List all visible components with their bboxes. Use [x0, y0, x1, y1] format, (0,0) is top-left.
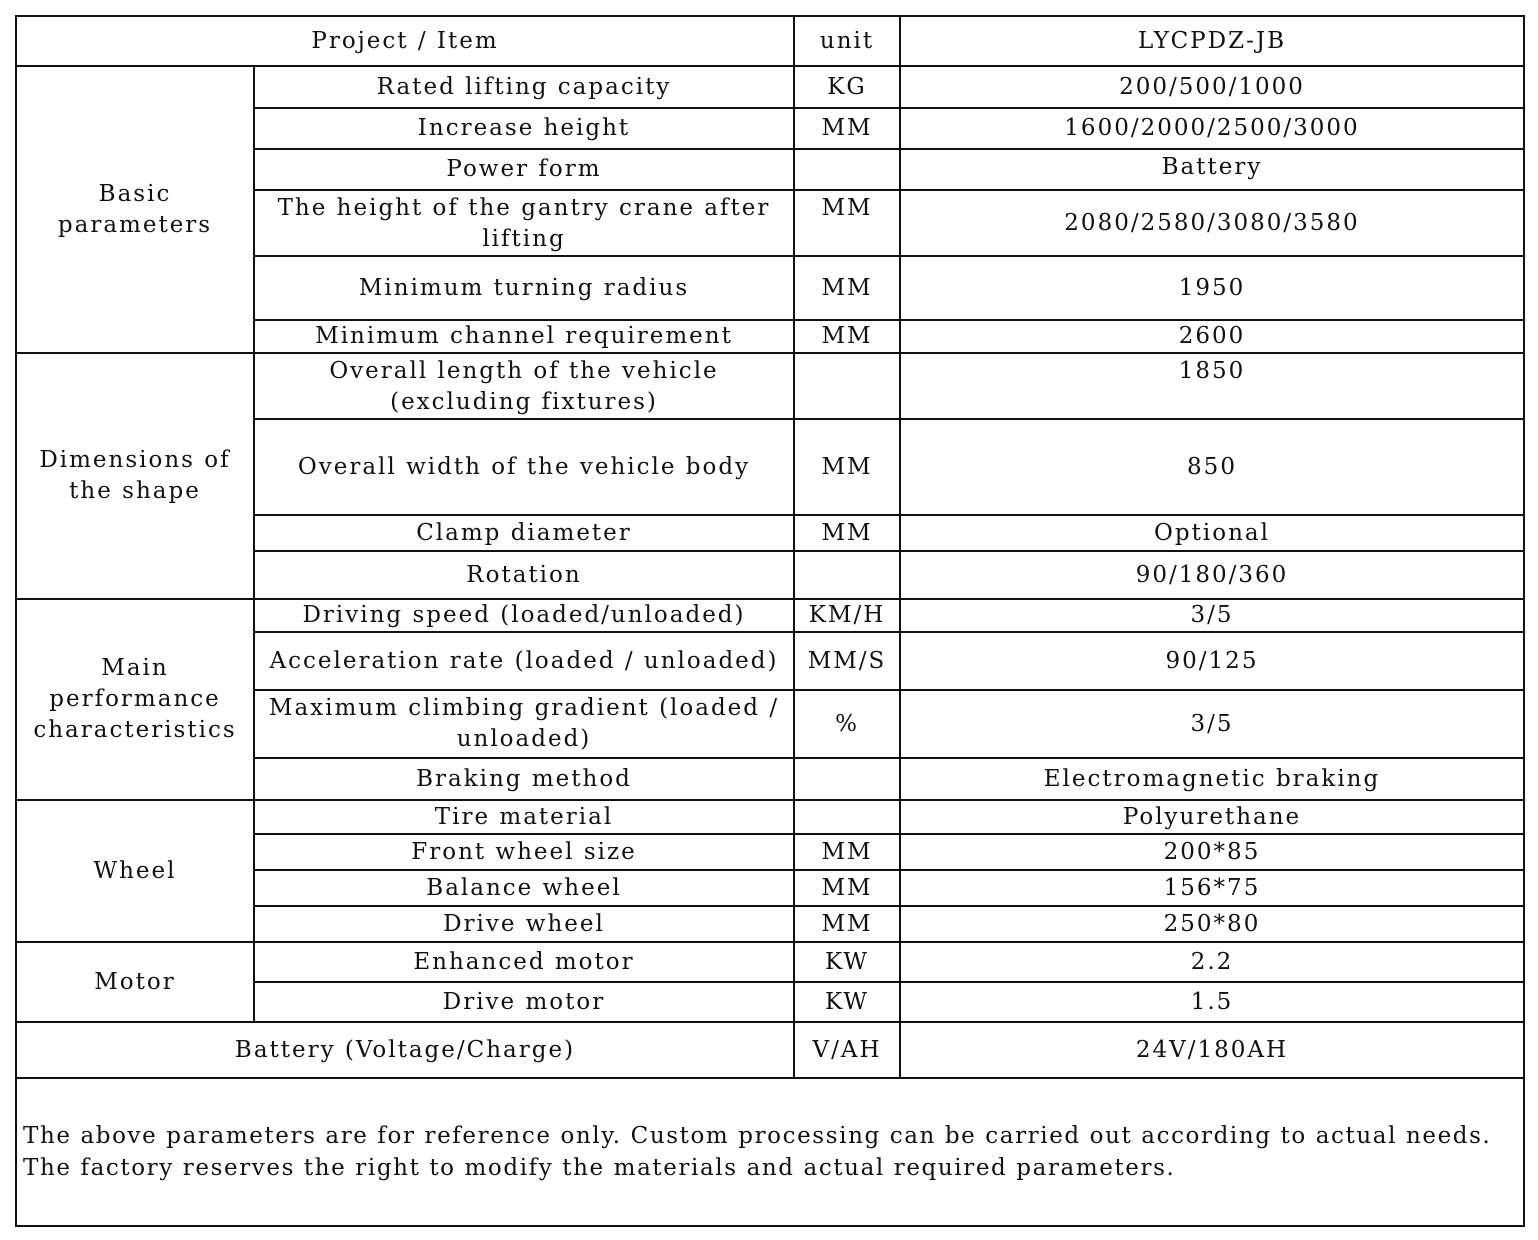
unit-cell: KG — [794, 66, 900, 108]
group-performance: Main performance characteristics — [16, 599, 254, 800]
unit-cell: MM — [794, 256, 900, 320]
value-cell: 2600 — [900, 320, 1524, 353]
value-cell: 1600/2000/2500/3000 — [900, 108, 1524, 149]
value-cell: 200/500/1000 — [900, 66, 1524, 108]
item-cell: Drive wheel — [254, 906, 794, 942]
item-cell: Drive motor — [254, 982, 794, 1022]
item-cell: Braking method — [254, 758, 794, 800]
value-cell: 1950 — [900, 256, 1524, 320]
table-row — [16, 599, 1524, 632]
value-cell: 90/180/360 — [900, 551, 1524, 599]
value-cell: 2.2 — [900, 942, 1524, 982]
item-cell: Rotation — [254, 551, 794, 599]
unit-cell — [794, 353, 900, 419]
unit-cell: KW — [794, 982, 900, 1022]
value-cell: 2080/2580/3080/3580 — [900, 190, 1524, 256]
item-cell: The height of the gantry crane after lifting — [254, 190, 794, 256]
unit-cell: MM — [794, 834, 900, 870]
value-cell: 200*85 — [900, 834, 1524, 870]
value-cell: 1850 — [900, 353, 1524, 419]
table-row — [16, 942, 1524, 982]
item-cell: Increase height — [254, 108, 794, 149]
value-cell: 250*80 — [900, 906, 1524, 942]
item-cell: Maximum climbing gradient (loaded / unloaded) — [254, 690, 794, 758]
group-wheel: Wheel — [16, 800, 254, 942]
unit-cell — [794, 551, 900, 599]
unit-cell: MM — [794, 108, 900, 149]
value-cell: Battery — [900, 149, 1524, 190]
note-row — [16, 1078, 1524, 1226]
value-cell: Polyurethane — [900, 800, 1524, 834]
item-cell: Power form — [254, 149, 794, 190]
unit-cell: MM — [794, 320, 900, 353]
unit-cell: % — [794, 690, 900, 758]
unit-cell: MM — [794, 419, 900, 515]
table-row — [16, 800, 1524, 834]
header-unit: unit — [794, 16, 900, 66]
header-project: Project / Item — [16, 16, 794, 66]
value-cell: 90/125 — [900, 632, 1524, 690]
value-cell: 156*75 — [900, 870, 1524, 906]
item-cell: Clamp diameter — [254, 515, 794, 551]
unit-cell: MM — [794, 870, 900, 906]
unit-cell: KM/H — [794, 599, 900, 632]
table-row — [16, 353, 1524, 419]
battery-item: Battery (Voltage/Charge) — [16, 1022, 794, 1078]
item-cell: Enhanced motor — [254, 942, 794, 982]
header-model: LYCPDZ-JB — [900, 16, 1524, 66]
item-cell: Acceleration rate (loaded / unloaded) — [254, 632, 794, 690]
item-cell: Overall width of the vehicle body — [254, 419, 794, 515]
item-cell: Balance wheel — [254, 870, 794, 906]
item-cell: Rated lifting capacity — [254, 66, 794, 108]
unit-cell: KW — [794, 942, 900, 982]
group-basic-parameters: Basic parameters — [16, 66, 254, 353]
value-cell: Electromagnetic braking — [900, 758, 1524, 800]
unit-cell — [794, 149, 900, 190]
item-cell: Driving speed (loaded/unloaded) — [254, 599, 794, 632]
item-cell: Front wheel size — [254, 834, 794, 870]
battery-value: 24V/180AH — [900, 1022, 1524, 1078]
item-cell: Minimum channel requirement — [254, 320, 794, 353]
table-row — [16, 66, 1524, 108]
value-cell: 850 — [900, 419, 1524, 515]
unit-cell: MM — [794, 190, 900, 256]
group-motor: Motor — [16, 942, 254, 1022]
item-cell: Overall length of the vehicle (excluding fixtures) — [254, 353, 794, 419]
battery-row — [16, 1022, 1524, 1078]
unit-cell: MM/S — [794, 632, 900, 690]
header-row — [16, 16, 1524, 66]
value-cell: 3/5 — [900, 599, 1524, 632]
value-cell: 1.5 — [900, 982, 1524, 1022]
spec-table — [15, 15, 1525, 1227]
reference-note: The above parameters are for reference only. Custom processing can be carried out according to actual needs. The factory reserves the right to modify the materials and actual required parameters. — [16, 1078, 1524, 1226]
unit-cell: MM — [794, 515, 900, 551]
item-cell: Minimum turning radius — [254, 256, 794, 320]
unit-cell — [794, 800, 900, 834]
group-dimensions: Dimensions of the shape — [16, 353, 254, 599]
unit-cell: MM — [794, 906, 900, 942]
item-cell: Tire material — [254, 800, 794, 834]
value-cell: 3/5 — [900, 690, 1524, 758]
unit-cell — [794, 758, 900, 800]
value-cell: Optional — [900, 515, 1524, 551]
battery-unit: V/AH — [794, 1022, 900, 1078]
